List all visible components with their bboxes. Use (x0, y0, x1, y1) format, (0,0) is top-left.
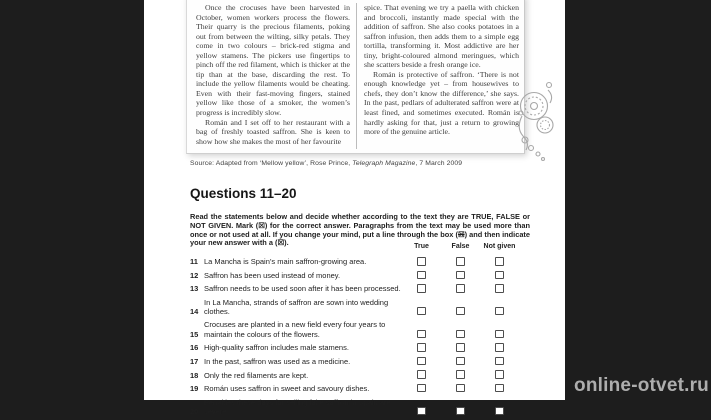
question-row (190, 343, 565, 353)
checkbox-not-given[interactable] (495, 284, 504, 293)
checkbox-false[interactable] (456, 384, 465, 393)
source-magazine-name: Telegraph Magazine (352, 160, 416, 167)
checkbox-false[interactable] (456, 284, 465, 293)
question-row (190, 398, 565, 417)
question-text: In La Mancha, strands of saffron are sown into wedding clothes. (204, 297, 389, 317)
question-text: La Mancha is Spain’s main saffron-growing area. (204, 257, 367, 267)
page-paper (144, 0, 565, 416)
question-row (190, 298, 565, 317)
question-row (190, 320, 565, 339)
checkbox-true[interactable] (417, 407, 426, 416)
question-row (190, 284, 565, 294)
checkbox-not-given[interactable] (495, 257, 504, 266)
checkbox-true[interactable] (417, 284, 426, 293)
scanned-passage-page (186, 0, 525, 154)
question-row (190, 271, 565, 281)
checkbox-false[interactable] (456, 257, 465, 266)
question-text: Saffron needs to be used soon after it has been processed. (204, 284, 401, 294)
question-number: 12 (190, 270, 199, 280)
questions-list (190, 257, 565, 420)
checkbox-not-given[interactable] (495, 370, 504, 379)
instruction-text: ) for the correct answer. Paragraphs from the text may be used more than once or not used at all. If you change your mind, put a line through the box ( (190, 220, 530, 239)
questions-heading: Questions 11–20 (190, 186, 297, 201)
question-number: 14 (190, 307, 199, 317)
watermark-site-name: online-otvet.ru (574, 375, 709, 396)
question-number: 20 (190, 406, 199, 416)
question-number: 17 (190, 356, 199, 366)
checkbox-not-given[interactable] (495, 407, 504, 416)
floral-ornament-decoration (512, 80, 558, 164)
checked-box-symbol: ☒ (277, 238, 285, 248)
checkbox-not-given[interactable] (495, 307, 504, 316)
question-row (190, 357, 565, 367)
checked-box-symbol: ☒ (258, 220, 265, 230)
question-text: Crocuses are planted in a new field every four years to maintain the colours of the flowers. (204, 320, 386, 339)
source-date: , 7 March 2009 (415, 160, 463, 167)
checkbox-not-given[interactable] (495, 330, 504, 339)
checkbox-false[interactable] (456, 330, 465, 339)
question-number: 19 (190, 384, 199, 394)
checkbox-true[interactable] (417, 384, 426, 393)
passage-paragraph: Román and I set off to her restaurant with a bag of freshly toasted saffron. She is keen to show how she makes the most of her favourite (196, 117, 350, 146)
checkbox-true[interactable] (417, 307, 426, 316)
checkbox-not-given[interactable] (495, 357, 504, 366)
passage-column-right (356, 3, 519, 149)
source-text: Source: Adapted from ‘Mellow yellow’, Rose Prince, (190, 160, 353, 167)
column-header-false: False (451, 243, 470, 250)
question-text: Penalties these days for selling fake saffron in Spain are severe. (204, 397, 391, 416)
checkbox-true[interactable] (417, 357, 426, 366)
checkbox-false[interactable] (456, 370, 465, 379)
checkbox-true[interactable] (417, 370, 426, 379)
checkbox-true[interactable] (417, 343, 426, 352)
checkbox-true[interactable] (417, 257, 426, 266)
question-text: Only the red filaments are kept. (204, 370, 309, 380)
question-text: In the past, saffron was used as a medicine. (204, 356, 351, 366)
question-row (190, 370, 565, 380)
question-number: 13 (190, 284, 199, 294)
question-number: 18 (190, 370, 199, 380)
passage-paragraph: Román is protective of saffron. ‘There is not enough knowledge yet – from housewives to chefs, they don’t know the difference,’ she says. In the past, pedlars of adulterated saffron were at least fined, and sometimes executed. Román is hardly asking for that, just a return to growing more of the genuine article. (364, 69, 519, 137)
answer-column-headers (402, 243, 519, 250)
checkbox-false[interactable] (456, 271, 465, 280)
question-text: Saffron has been used instead of money. (204, 270, 341, 280)
question-row (190, 257, 565, 267)
question-number: 16 (190, 343, 199, 353)
column-header-not-given: Not given (483, 243, 516, 250)
instruction-text: Read the statements below and decide whether according to the text they are TRUE, FALSE or NOT GIVEN. Mark ( (190, 212, 530, 230)
passage-paragraph: spice. That evening we try a paella with chicken and broccoli, instantly made special with the addition of saffron. She also cooks potatoes in a saffron infusion, then adds them to a simple egg tortilla, transforming it. Most addictive are her tiny, bright-coloured almond meringues, which she scatters beside a fresh orange ice. (364, 3, 519, 70)
checkbox-false[interactable] (456, 407, 465, 416)
checkbox-not-given[interactable] (495, 343, 504, 352)
question-number: 11 (190, 257, 198, 267)
checkbox-false[interactable] (456, 307, 465, 316)
passage-paragraph: Once the crocuses have been harvested in October, women workers process the flowers. Their quarry is the precious filaments, poking out from between the wilting, silky petals. They come in two colours – brick-red stigma and yellow stamens. The pickers use fingertips to pinch off the red filament, which is thicker at the tip than at the base, discarding the rest. To include the yellow filaments would be cheating. Even with their fast-moving fingers, stained yellow like those of a smoker, the women’s progress is incredibly slow. (196, 3, 350, 118)
checkbox-not-given[interactable] (495, 271, 504, 280)
crossed-box-symbol: ☒ (457, 229, 465, 239)
source-attribution (190, 160, 462, 167)
question-number: 15 (190, 329, 199, 339)
question-text: Román uses saffron in sweet and savoury dishes. (204, 384, 370, 394)
checkbox-false[interactable] (456, 343, 465, 352)
checkbox-false[interactable] (456, 357, 465, 366)
instruction-text: ). (284, 238, 289, 248)
checkbox-true[interactable] (417, 271, 426, 280)
column-header-true: True (414, 243, 429, 250)
passage-column-left (196, 3, 356, 149)
checkbox-true[interactable] (417, 330, 426, 339)
question-row (190, 384, 565, 394)
instruction-text: ) and then indicate your new answer with a ( (190, 229, 530, 248)
question-text: High-quality saffron includes male stamens. (204, 343, 349, 353)
checkbox-not-given[interactable] (495, 384, 504, 393)
